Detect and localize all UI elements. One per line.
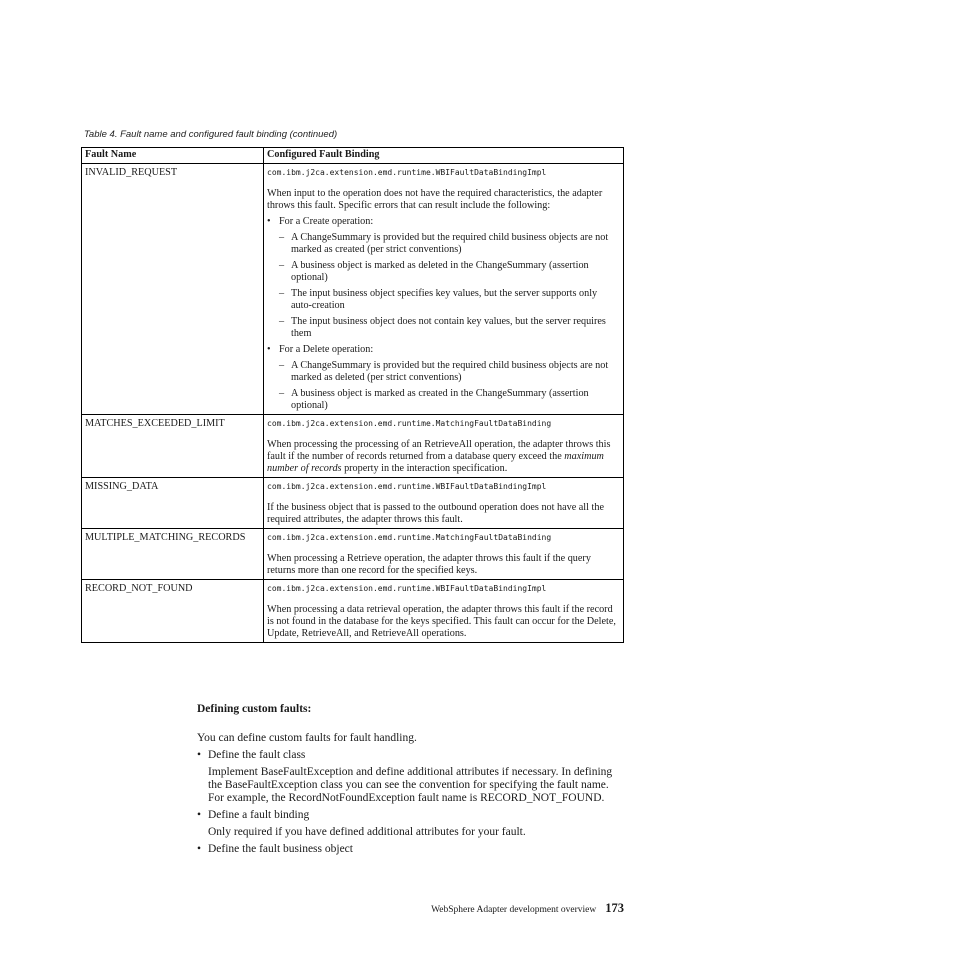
fault-binding-table bbox=[81, 147, 624, 643]
binding-class-name: com.ibm.j2ca.extension.emd.runtime.MatchingFaultDataBinding bbox=[267, 533, 552, 542]
section-heading: Defining custom faults: bbox=[197, 703, 312, 715]
page-footer bbox=[431, 901, 624, 916]
list-item: – The input business object specifies key values, but the server supports only auto-creation bbox=[279, 288, 598, 311]
binding-class-name: com.ibm.j2ca.extension.emd.runtime.WBIFaultDataBindingImpl bbox=[267, 482, 547, 491]
page-number: 173 bbox=[605, 901, 624, 915]
section-intro: You can define custom faults for fault handling. bbox=[197, 732, 417, 744]
table-row bbox=[82, 580, 624, 643]
list-item: – A business object is marked as created in the ChangeSummary (assertion optional) bbox=[279, 388, 589, 411]
column-header-fault-name: Fault Name bbox=[82, 148, 264, 164]
column-header-configured-fault-binding: Configured Fault Binding bbox=[264, 148, 624, 164]
list-item: – The input business object does not contain key values, but the server requires them bbox=[279, 316, 606, 339]
list-item: • Define the fault business object bbox=[197, 843, 353, 855]
fault-binding-cell bbox=[264, 529, 624, 580]
list-item: • For a Delete operation: bbox=[267, 344, 374, 355]
fault-name-cell: RECORD_NOT_FOUND bbox=[82, 580, 264, 643]
fault-binding-cell bbox=[264, 415, 624, 478]
table-row bbox=[82, 415, 624, 478]
list-item-detail: Only required if you have defined additional attributes for your fault. bbox=[208, 826, 526, 838]
list-item: – A ChangeSummary is provided but the required child business objects are not marked as created (per strict conventions) bbox=[279, 232, 609, 255]
property-name: maximum number of records bbox=[267, 451, 604, 474]
fault-description: If the business object that is passed to the outbound operation does not have all the required attributes, the adapter throws this fault. bbox=[267, 502, 604, 525]
fault-binding-cell bbox=[264, 164, 624, 415]
binding-class-name: com.ibm.j2ca.extension.emd.runtime.WBIFaultDataBindingImpl bbox=[267, 168, 547, 177]
list-item: • Define a fault binding bbox=[197, 809, 310, 821]
fault-name-cell: MATCHES_EXCEEDED_LIMIT bbox=[82, 415, 264, 478]
binding-class-name: com.ibm.j2ca.extension.emd.runtime.WBIFaultDataBindingImpl bbox=[267, 584, 547, 593]
footer-title: WebSphere Adapter development overview bbox=[431, 905, 597, 915]
binding-class-name: com.ibm.j2ca.extension.emd.runtime.MatchingFaultDataBinding bbox=[267, 419, 552, 428]
fault-name-cell: INVALID_REQUEST bbox=[82, 164, 264, 415]
list-item: – A ChangeSummary is provided but the required child business objects are not marked as deleted (per strict conventions) bbox=[279, 360, 609, 383]
list-item: • For a Create operation: bbox=[267, 216, 374, 227]
fault-binding-cell bbox=[264, 580, 624, 643]
fault-description: When processing the processing of an RetrieveAll operation, the adapter throws this fault if the number of records returned from a database query exceed the maximum number of records property in the interaction specification. bbox=[267, 439, 611, 474]
fault-description: When processing a Retrieve operation, the adapter throws this fault if the query returns more than one record for the specified keys. bbox=[267, 553, 591, 576]
list-item-detail: Implement BaseFaultException and define additional attributes if necessary. In defining the BaseFaultException class you can see the convention for specifying the fault name. For example, the RecordNotFoundException fault name is RECORD_NOT_FOUND. bbox=[208, 766, 613, 804]
fault-name-cell: MISSING_DATA bbox=[82, 478, 264, 529]
list-item: – A business object is marked as deleted in the ChangeSummary (assertion optional) bbox=[279, 260, 589, 283]
fault-binding-cell bbox=[264, 478, 624, 529]
table-row bbox=[82, 164, 624, 415]
table-row bbox=[82, 478, 624, 529]
table-caption: Table 4. Fault name and configured fault binding (continued) bbox=[84, 129, 338, 140]
table-header-row bbox=[82, 148, 624, 164]
fault-description: When input to the operation does not have the required characteristics, the adapter throws this fault. Specific errors that can result include the following: bbox=[267, 188, 603, 211]
fault-description: When processing a data retrieval operation, the adapter throws this fault if the record is not found in the database for the keys specified. This fault can occur for the Delete, Update, RetrieveAll, and RetrieveAll operations. bbox=[267, 604, 616, 639]
list-item: • Define the fault class bbox=[197, 749, 306, 761]
fault-name-cell: MULTIPLE_MATCHING_RECORDS bbox=[82, 529, 264, 580]
custom-faults-section bbox=[197, 703, 627, 856]
table-row bbox=[82, 529, 624, 580]
